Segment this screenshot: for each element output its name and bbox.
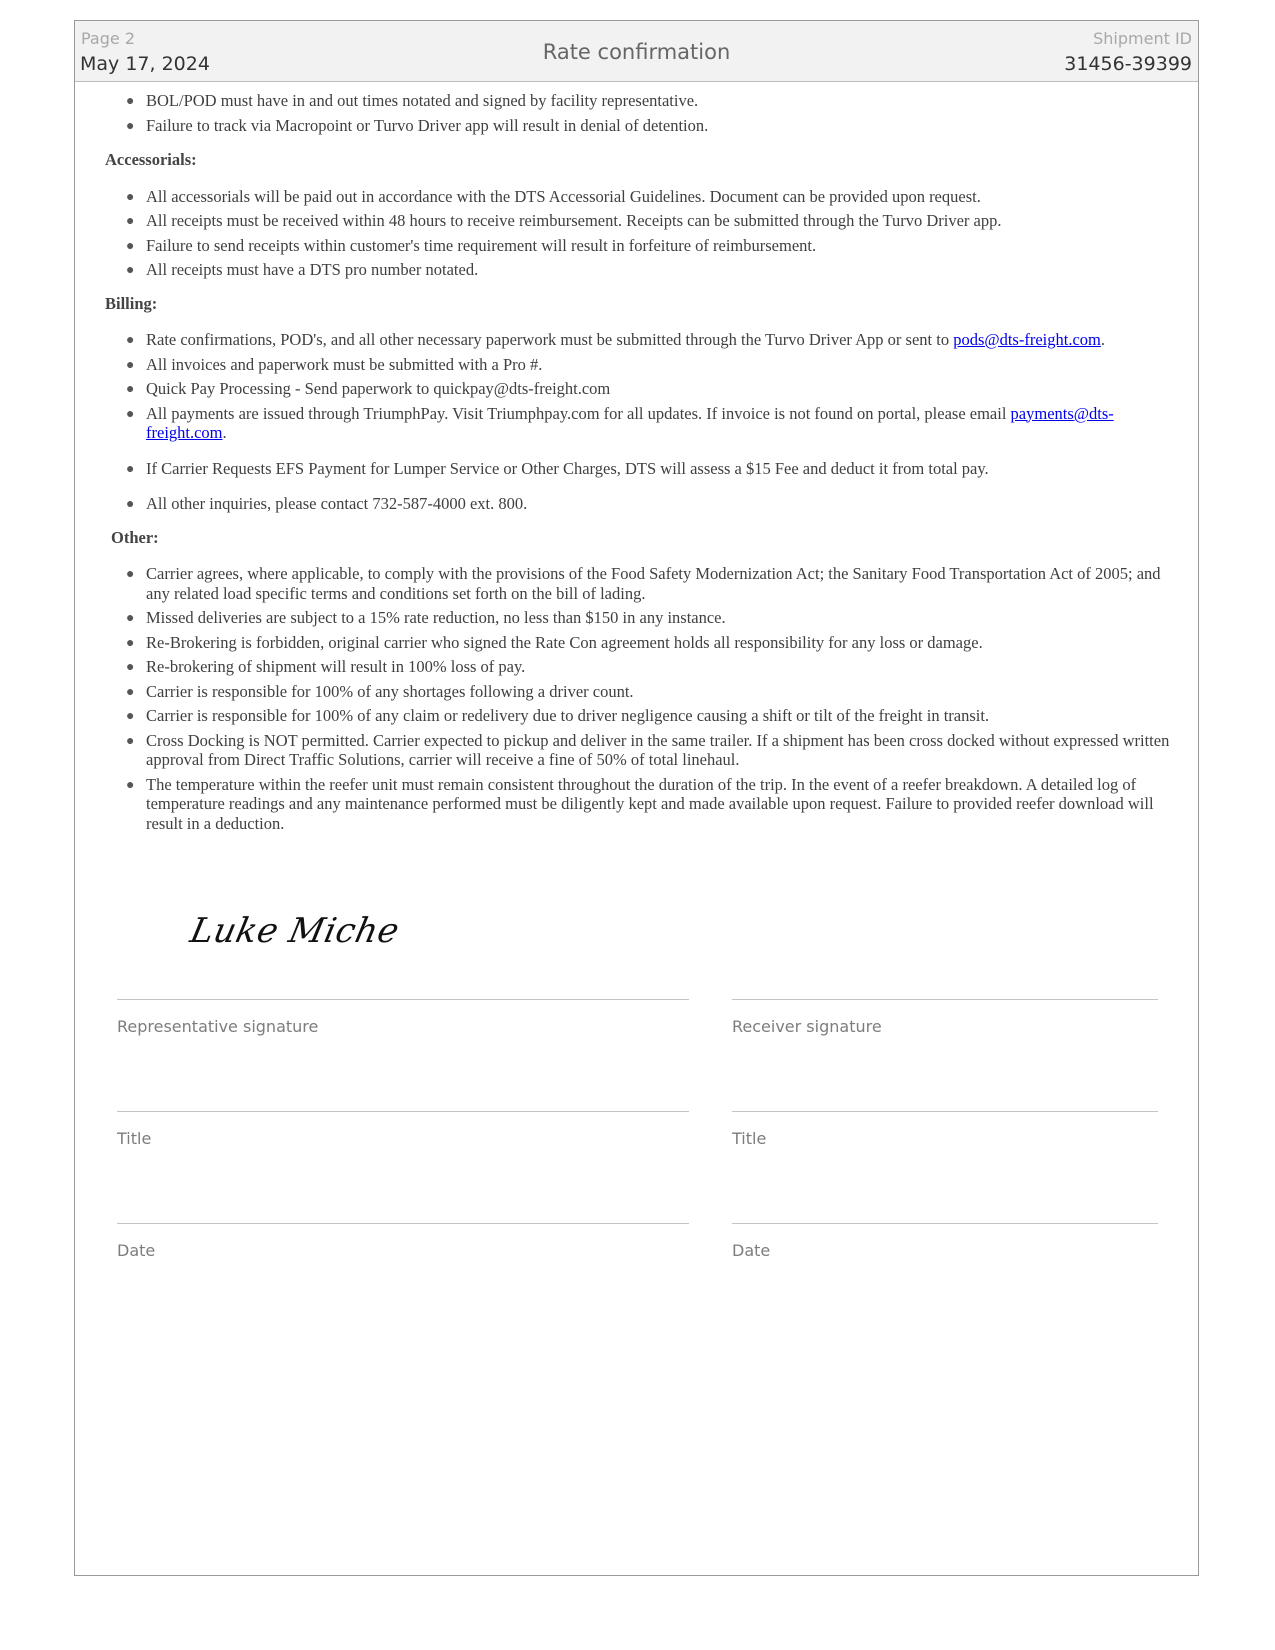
bullet-icon: ● xyxy=(126,497,135,512)
bullet-icon: ● xyxy=(126,94,135,109)
bullet-icon: ● xyxy=(126,684,135,700)
bullet-icon: ● xyxy=(126,709,135,724)
bullet-icon: ● xyxy=(126,660,135,675)
receiver-signature-line[interactable] xyxy=(732,999,1158,1000)
list-item: ● Cross Docking is NOT permitted. Carrier expected to pickup and deliver in the same trailer. If a shipment has been cross docked without expressed written approval from Direct Traffic Solutions, carrier will receive a fine of 50% of total linehaul. xyxy=(126,730,1170,769)
receiver-date-line[interactable] xyxy=(732,1223,1158,1224)
representative-date-label: Date xyxy=(117,1241,156,1260)
terms-body xyxy=(75,81,1198,838)
list-item: ● Missed deliveries are subject to a 15% rate reduction, no less than $150 in any instance. xyxy=(126,608,726,627)
list-item: ● All other inquiries, please contact 732-587-4000 ext. 800. xyxy=(126,494,528,513)
list-item: ● Failure to send receipts within customer's time requirement will result in forfeiture of reimbursement. xyxy=(126,235,817,255)
representative-signature-line[interactable] xyxy=(117,999,689,1000)
page-number: Page 2 xyxy=(81,29,135,48)
list-item: ● Rate confirmations, POD's, and all other necessary paperwork must be submitted through the Turvo Driver App or sent to pods@dts-freight.com. xyxy=(126,330,1105,349)
shipment-id-label: Shipment ID xyxy=(1093,29,1192,48)
list-item: ● Failure to track via Macropoint or Turvo Driver app will result in denial of detention. xyxy=(126,115,709,135)
list-item: ● Carrier is responsible for 100% of any shortages following a driver count. xyxy=(126,681,634,701)
bullet-icon: ● xyxy=(126,777,135,793)
document-date: May 17, 2024 xyxy=(80,53,210,75)
detention-list xyxy=(75,91,1198,135)
list-item: ● The temperature within the reefer unit must remain consistent throughout the duration of the trip. In the event of a reefer breakdown. A detailed log of temperature readings and any maintenance performed must be diligently kept and made available upon request. Failure to provided reefer download will result in a deduction. xyxy=(126,774,1154,833)
bullet-icon: ● xyxy=(126,567,135,582)
bullet-icon: ● xyxy=(126,357,135,373)
list-item: ● Carrier agrees, where applicable, to comply with the provisions of the Food Safety Modernization Act; the Sanitary Food Transportation Act of 2005; and any related load specific terms and conditions set forth on the bill of lading. xyxy=(126,564,1161,603)
bullet-icon: ● xyxy=(126,189,135,205)
list-item: ● All accessorials will be paid out in accordance with the DTS Accessorial Guidelines. Document can be provided upon request. xyxy=(126,186,981,206)
bullet-icon: ● xyxy=(126,118,135,134)
pods-email-link[interactable]: pods@dts-freight.com xyxy=(953,330,1101,349)
bullet-icon: ● xyxy=(126,611,135,626)
representative-title-label: Title xyxy=(117,1129,152,1148)
list-item: ● BOL/POD must have in and out times notated and signed by facility representative. xyxy=(126,91,699,110)
shipment-id: 31456-39399 xyxy=(1064,53,1192,75)
bullet-icon: ● xyxy=(126,263,135,278)
representative-title-line[interactable] xyxy=(117,1111,689,1112)
receiver-title-line[interactable] xyxy=(732,1111,1158,1112)
accessorials-list xyxy=(75,187,1198,280)
list-item: ● Quick Pay Processing - Send paperwork to quickpay@dts-freight.com xyxy=(126,379,611,398)
document-page xyxy=(74,20,1199,1576)
list-item: ● All payments are issued through TriumphPay. Visit Triumphpay.com for all updates. If invoice is not found on portal, please email payments@dts-freight.com. xyxy=(126,403,1114,442)
bullet-icon: ● xyxy=(126,333,135,348)
section-heading-billing: Billing: xyxy=(105,293,158,313)
bullet-icon: ● xyxy=(126,406,135,422)
handwritten-signature: Luke Miche xyxy=(186,911,404,951)
other-list xyxy=(75,564,1198,833)
section-heading-accessorials: Accessorials: xyxy=(105,150,197,169)
section-heading-other: Other: xyxy=(111,527,159,547)
receiver-signature-label: Receiver signature xyxy=(732,1017,882,1036)
list-item: ● If Carrier Requests EFS Payment for Lumper Service or Other Charges, DTS will assess a $15 Fee and deduct it from total pay. xyxy=(126,458,989,478)
bullet-icon: ● xyxy=(126,733,135,749)
list-item: ● All invoices and paperwork must be submitted with a Pro #. xyxy=(126,354,543,374)
list-item: ● All receipts must have a DTS pro number notated. xyxy=(126,260,479,279)
list-item: ● Re-brokering of shipment will result in 100% loss of pay. xyxy=(126,657,526,676)
bullet-icon: ● xyxy=(126,238,135,254)
document-title: Rate confirmation xyxy=(542,40,731,64)
receiver-date-label: Date xyxy=(732,1241,771,1260)
bullet-icon: ● xyxy=(126,382,135,397)
receiver-title-label: Title xyxy=(732,1129,767,1148)
list-item: ● Carrier is responsible for 100% of any claim or redelivery due to driver negligence causing a shift or tilt of the freight in transit. xyxy=(126,706,990,725)
page-header xyxy=(75,21,1198,82)
bullet-icon: ● xyxy=(126,635,135,651)
representative-date-line[interactable] xyxy=(117,1223,689,1224)
billing-list xyxy=(75,330,1198,514)
payments-email-link[interactable]: payments@dts-freight.com xyxy=(146,403,1114,442)
list-item: ● Re-Brokering is forbidden, original carrier who signed the Rate Con agreement holds all responsibility for any loss or damage. xyxy=(126,632,983,652)
list-item: ● All receipts must be received within 48 hours to receive reimbursement. Receipts can be submitted through the Turvo Driver app. xyxy=(126,211,1002,230)
representative-signature-label: Representative signature xyxy=(117,1017,319,1036)
bullet-icon: ● xyxy=(126,214,135,229)
bullet-icon: ● xyxy=(126,461,135,477)
